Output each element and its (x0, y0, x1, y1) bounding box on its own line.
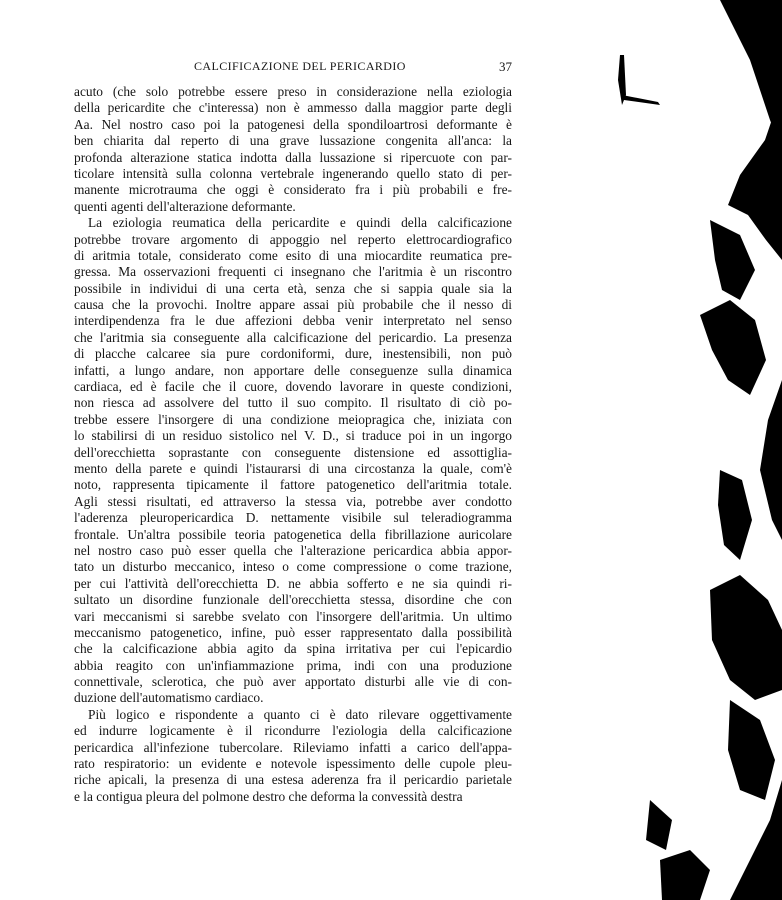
text-line: profonda alterazione statica indotta dalla lussazione si ripercuote con par- (74, 149, 512, 165)
paragraph (74, 215, 512, 707)
text-line: frontale. Un'altra possibile teoria patogenetica della fibrillazione auricolare (74, 526, 512, 542)
text-line: vari meccanismi si sarebbe svelato con l'insorgere dell'aritmia. Un ultimo (74, 608, 512, 624)
text-line: l'aderenza pleuropericardica D. nettamente visibile sul teleradiogramma (74, 510, 512, 526)
paragraph (74, 707, 512, 805)
text-line: sultato un disordine funzionale dell'orecchietta stessa, disordine che con (74, 592, 512, 608)
text-line: potrebbe trovare argomento di appoggio nel reperto elettrocardiografico (74, 231, 512, 247)
text-line: connettivale, sclerotica, che può aver apportato disturbi alle vie di con- (74, 674, 512, 690)
text-line: di placche calcaree sia pure cordoniformi, dure, inestensibili, non può (74, 346, 512, 362)
text-line: Più logico e rispondente a quanto ci è dato rilevare oggettivamente (88, 706, 512, 722)
text-line: Agli stessi risultati, ed attraverso la stessa via, potrebbe aver condotto (74, 493, 512, 509)
text-line: rato respiratorio: un evidente e notevole ispessimento delle cupole pleu- (74, 756, 512, 772)
text-line: infatti, a lungo andare, non apportare delle conseguenze sulla dinamica (74, 362, 512, 378)
text-line: e la contigua pleura del polmone destro che deforma la convessità destra (74, 788, 463, 804)
text-line: possibile in individui di una certa età, senza che si sappia quale sia la (74, 280, 512, 296)
text-line: acuto (che solo potrebbe essere preso in considerazione nella eziologia (74, 84, 512, 99)
text-line: Aa. Nel nostro caso poi la patogenesi della spondiloartrosi deformante è (74, 116, 512, 132)
text-line: trebbe essere l'insorgere di una condizione meiopragica che, iniziata con (74, 411, 512, 427)
text-line: ben chiarita dal reperto di una grave lussazione congenita all'anca: la (74, 133, 512, 149)
text-line: di aritmia totale, considerato come esito di una miocardite reumatica pre- (74, 247, 512, 263)
text-line: cardiaca, ed è facile che il cuore, dovendo lavorare in queste condizioni, (74, 379, 512, 395)
text-line: meccanismo patogenetico, infine, può esser rappresentato dalla possibilità (74, 624, 512, 640)
text-line: della pericardite che c'interessa) non è ammesso dalla maggior parte degli (74, 100, 512, 116)
text-line: pericardica all'infezione tubercolare. Rileviamo infatti a carico dell'appa- (74, 739, 512, 755)
page-header (74, 59, 512, 79)
text-line: dell'orecchietta soprastante con conseguente distensione ed assottiglia- (74, 444, 512, 460)
text-line: abbia reagito con un'infiammazione prima, indi con una produzione (74, 657, 512, 673)
text-line: duzione dell'automatismo cardiaco. (74, 690, 264, 706)
text-line: La eziologia reumatica della pericardite e quindi della calcificazione (88, 215, 512, 231)
running-title: CALCIFICAZIONE DEL PERICARDIO (194, 59, 406, 73)
text-line: che la calcificazione abbia agito da spina irritativa per cui l'epicardio (74, 641, 512, 657)
body-text (74, 84, 512, 805)
text-line: ed indurre logicamente è il ricondurre l'eziologia della calcificazione (74, 723, 512, 739)
text-line: ticolare intensità sulla colonna vertebrale ingenerando quello stato di per- (74, 165, 512, 181)
scan-edge-artifact (590, 0, 782, 900)
text-line: quenti agenti dell'alterazione deformante. (74, 198, 296, 214)
text-line: manente microtrauma che oggi è considerato fra i più probabili e fre- (74, 182, 512, 198)
page-number: 37 (499, 59, 512, 74)
text-line: mento della parete e quindi l'istaurarsi di una circostanza la quale, com'è (74, 460, 512, 476)
text-line: per cui l'attività dell'orecchietta D. ne abbia sofferto e ne sia quindi ri- (74, 575, 512, 591)
text-line: non riesca ad assolvere del tutto il suo compito. Il risultato di ciò po- (74, 395, 512, 411)
text-line: tato un disturbo meccanico, inteso o come compressione o come trazione, (74, 559, 512, 575)
text-line: noto, rappresenta tipicamente il fattore patogenetico dell'aritmia totale. (74, 477, 512, 493)
text-line: interdipendenza fra le due affezioni debba venir interpretato nel senso (74, 313, 512, 329)
text-line: riche apicali, la presenza di una estesa aderenza fra il pericardio parietale (74, 772, 512, 788)
paragraph (74, 84, 512, 215)
text-line: nel nostro caso può esser quella che l'alterazione pericardica abbia appor- (74, 542, 512, 558)
text-line: lo stabilirsi di un residuo sistolico nel V. D., si traduce poi in un ingorgo (74, 428, 512, 444)
text-line: che l'aritmia sia conseguente alla calcificazione del pericardio. La presenza (74, 329, 512, 345)
text-line: gressa. Ma osservazioni frequenti ci insegnano che l'aritmia è un riscontro (74, 264, 512, 280)
text-line: causa che la provochi. Inoltre appare assai più probabile che il nesso di (74, 297, 512, 313)
